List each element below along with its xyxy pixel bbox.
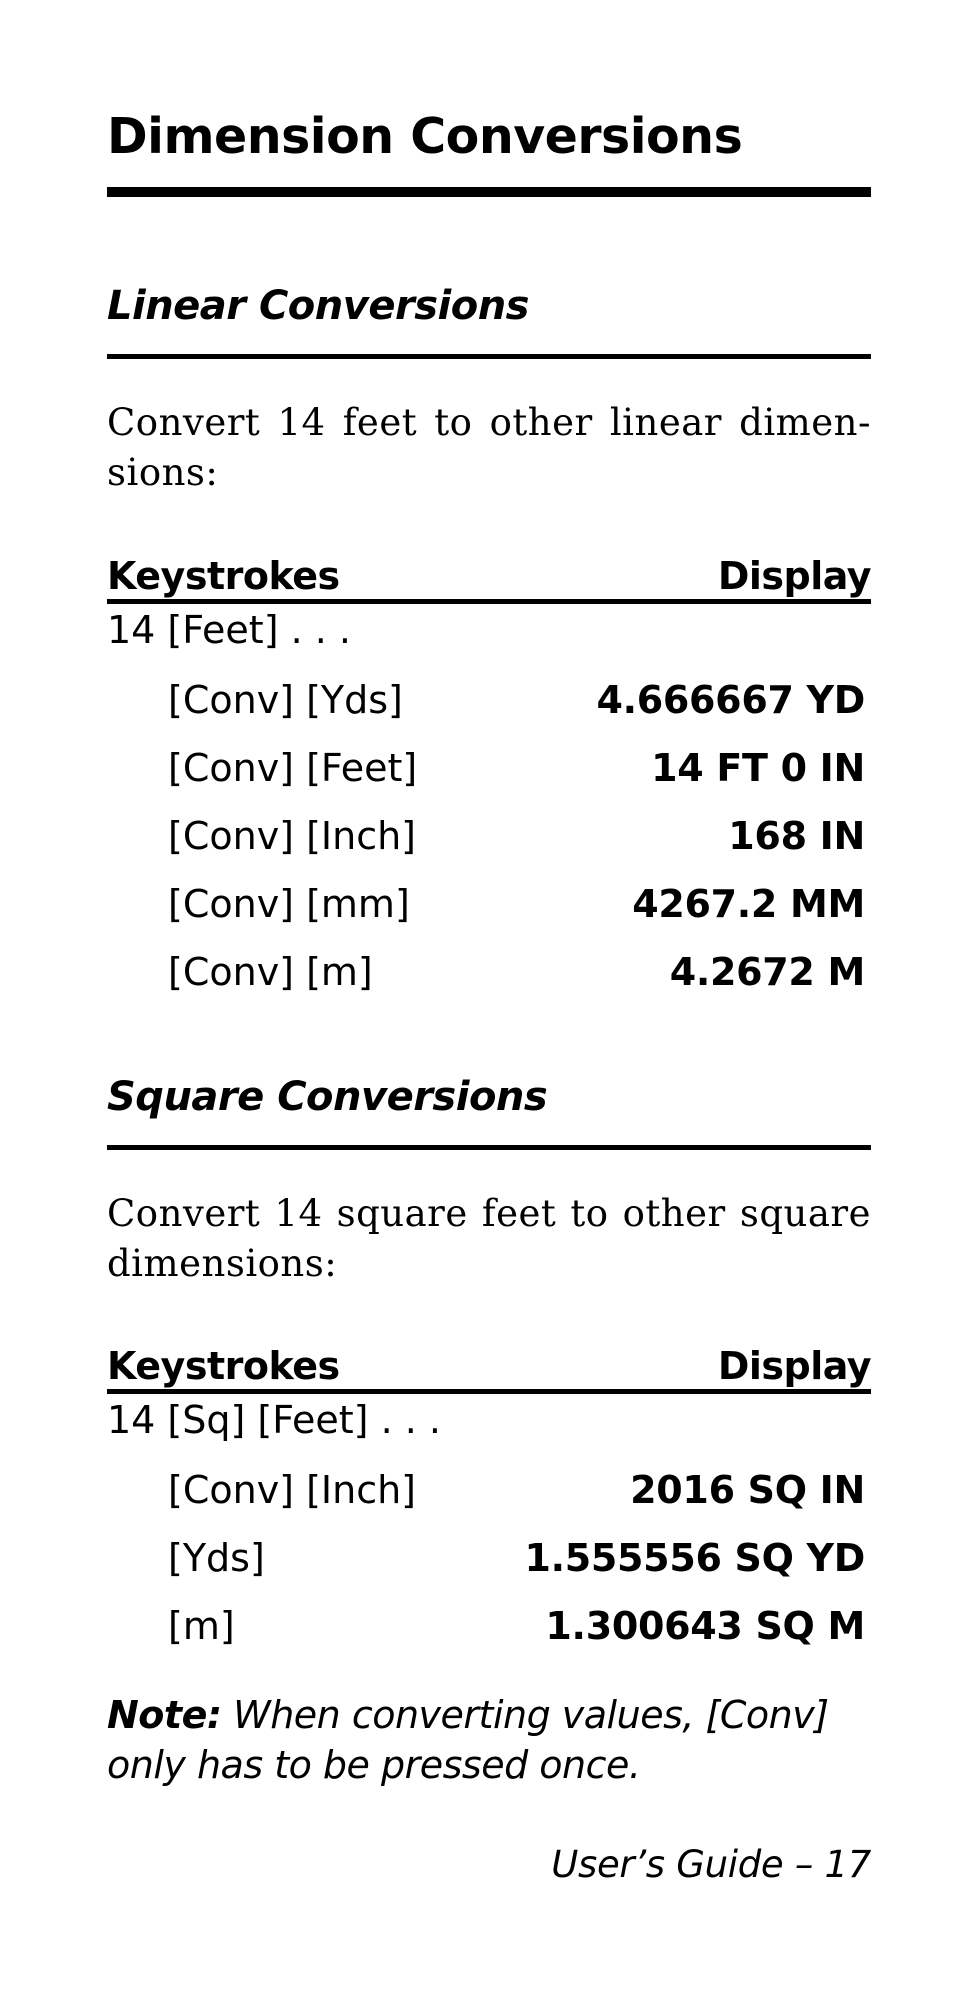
table-row xyxy=(107,1526,871,1594)
header-keystrokes: Keystrokes xyxy=(107,1344,340,1388)
display-value: 168 IN xyxy=(728,814,865,858)
start-keystroke: 14 [Feet] . . . xyxy=(107,608,351,652)
conversion-table-square xyxy=(107,1338,871,1662)
table-header xyxy=(107,548,871,604)
display-value: 1.555556 SQ YD xyxy=(524,1536,865,1580)
keystroke: [Yds] xyxy=(168,1536,265,1580)
section-rule-linear xyxy=(107,354,871,359)
header-keystrokes: Keystrokes xyxy=(107,554,340,598)
section-heading-linear: Linear Conversions xyxy=(107,283,529,329)
display-value: 14 FT 0 IN xyxy=(651,746,865,790)
keystroke: [Conv] [mm] xyxy=(168,882,410,926)
display-value: 4267.2 MM xyxy=(632,882,865,926)
table-row xyxy=(107,736,871,804)
keystroke: [Conv] [Yds] xyxy=(168,678,403,722)
table-row xyxy=(107,1458,871,1526)
table-row xyxy=(107,804,871,872)
table-row xyxy=(107,940,871,1008)
conversion-table-linear xyxy=(107,548,871,1008)
display-value: 4.666667 YD xyxy=(596,678,865,722)
keystroke: [m] xyxy=(168,1604,235,1648)
note-text: When converting values, [Conv] only has to be pressed once. xyxy=(107,1693,829,1787)
keystroke: [Conv] [Inch] xyxy=(168,814,417,858)
keystroke: [Conv] [Inch] xyxy=(168,1468,417,1512)
section-heading-square: Square Conversions xyxy=(107,1074,548,1120)
table-row xyxy=(107,1594,871,1662)
page-footer: User’s Guide – 17 xyxy=(551,1843,871,1886)
keystroke: [Conv] [Feet] xyxy=(168,746,418,790)
table-row xyxy=(107,872,871,940)
table-row xyxy=(107,668,871,736)
display-value: 2016 SQ IN xyxy=(630,1468,865,1512)
title-rule xyxy=(107,187,871,197)
note-label: Note: xyxy=(107,1693,222,1737)
intro-linear-line1: Convert 14 feet to other linear dimen- xyxy=(107,401,871,444)
display-value: 4.2672 M xyxy=(669,950,865,994)
section-rule-square xyxy=(107,1145,871,1150)
table-header xyxy=(107,1338,871,1394)
display-value: 1.300643 SQ M xyxy=(545,1604,865,1648)
intro-square xyxy=(107,1189,871,1289)
note xyxy=(107,1690,871,1790)
table-row xyxy=(107,604,871,668)
table-row xyxy=(107,1394,871,1458)
intro-square-line2: dimensions: xyxy=(107,1242,338,1285)
intro-linear xyxy=(107,398,871,498)
keystroke: [Conv] [m] xyxy=(168,950,373,994)
intro-linear-line2: sions: xyxy=(107,451,219,494)
header-display: Display xyxy=(717,1344,871,1388)
page-title: Dimension Conversions xyxy=(107,108,743,165)
header-display: Display xyxy=(717,554,871,598)
start-keystroke: 14 [Sq] [Feet] . . . xyxy=(107,1398,441,1442)
intro-square-line1: Convert 14 square feet to other square xyxy=(107,1192,871,1235)
